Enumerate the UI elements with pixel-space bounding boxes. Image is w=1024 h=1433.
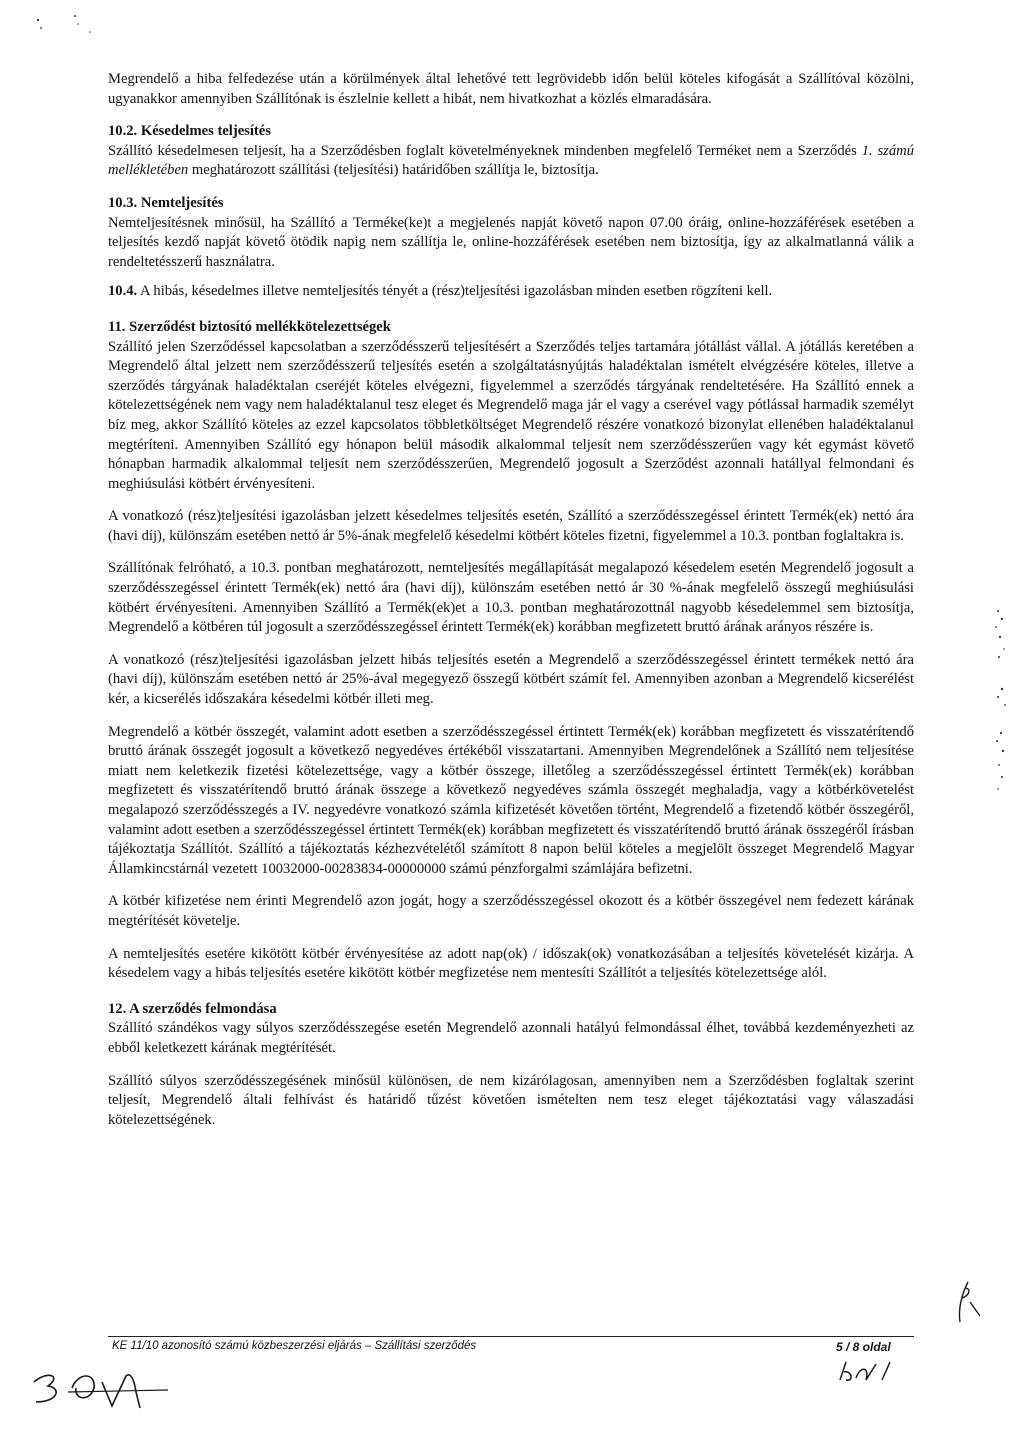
- section-10-4-text: A hibás, késedelmes illetve nemteljesítés tényét a (rész)teljesítési igazolásban minden esetben rögzíteni kell.: [140, 283, 773, 300]
- section-11-heading: [108, 318, 914, 338]
- section-12-first: [108, 1000, 914, 1059]
- section-10-3-number: 10.3.: [108, 194, 138, 211]
- document-body: [108, 70, 914, 1143]
- section-10-2-number: 10.2.: [108, 123, 138, 140]
- section-10-4-number: 10.4.: [108, 283, 138, 300]
- section-11-first: [108, 318, 914, 494]
- section-10-3-heading: [108, 194, 914, 214]
- section-12-heading: [108, 1000, 914, 1020]
- section-10-2-title: Késedelmes teljesítés: [140, 123, 271, 140]
- footer-page-number: 5 / 8 oldal: [836, 1340, 891, 1354]
- section-11-paragraph: A kötbér kifizetése nem érinti Megrendelő azon jogát, hogy a szerződésszegéssel okozott és a kötbér összegével nem fedezett kárának megtérítését követelje.: [108, 893, 914, 929]
- section-10-2-heading: [108, 122, 914, 142]
- margin-scan-noise: [990, 605, 1024, 805]
- section-12-title: A szerződés felmondása: [129, 1000, 277, 1017]
- section-10-4: [108, 282, 914, 302]
- section-11-paragraph: A vonatkozó (rész)teljesítési igazolásban jelzett késedelmes teljesítés esetén, Szállító a szerződésszegéssel érintett Termék(ek) nettó ára (havi díj), különszám esetében nettó ár 5%-ának megfelelő késedelmi kötbért köteles fizetni, figyelemmel a 10.3. pontban foglaltakra is.: [108, 508, 914, 544]
- section-12-paragraph: Szállító súlyos szerződésszegésének minősül különösen, de nem kizárólagosan, amennyiben nem a Szerződésben foglaltak szerint teljesít, Megrendelő általi felhívást és határidő tűzést követően ismételten nem tesz eleget tájékoztatási vagy válaszadási kötelezettségének.: [108, 1072, 914, 1128]
- section-11-paragraph: Megrendelő a kötbér összegét, valamint adott esetben a szerződésszegéssel értintett Termék(ek) korábban megfizetett és visszatérítendő bruttó árának összegét jogosult a következő negyedéves értékéből visszatartani. Amennyiben Megrendelőnek a Szállító nem teljesítése miatt nem keletkezik fizetési kötelezettsége, vagy a kötbér összege, illetőleg a szerződésszegéssel értintett Termék(ek) korábban megfizetett és visszatérítendő bruttó árának összege a következő negyedéves számla összegét meghaladja, vagy a kötbérkövetelést megalapozó szerződésszegés a IV. negyedévre vonatkozó számla kifizetését követően történt, Megrendelő a fizetendő kötbér összegéről, valamint adott esetben a szerződésszegéssel értintett Termék(ek) korábban megfizetett és visszatérítendő bruttó árának összegéről írásban tájékoztatja Szállítót. Szállító a tájékoztatás kézhezvételétől számított 8 napon belül köteles a megjelölt összeget Megrendelő Magyar Államkincstárnál vezetett 10032000-00283834-00000000 számú pénzforgalmi számlájára befizetni.: [108, 723, 914, 877]
- section-12-paragraph: Szállító szándékos vagy súlyos szerződésszegése esetén Megrendelő azonnali hatályú felmondással élhet, továbbá kezdeményezheti az ebből keletkezett kárának megtérítését.: [108, 1020, 914, 1056]
- section-10-3-text: Nemteljesítésnek minősül, ha Szállító a Terméke(ke)t a megjelenés napját követő napon 07.00 óráig, online-hozzáférések esetében a teljesítés kezdő napját követő ötödik napig nem szállítja le, online-hozzáférések esetében nem biztosítja, így az alkalmatlanná válik a rendeltetésszerű használatra.: [108, 214, 914, 270]
- section-11-paragraph: A vonatkozó (rész)teljesítési igazolásban jelzett hibás teljesítés esetén a Megrendelő a szerződésszegéssel érintett termékek nettó ára (havi díj), különszám esetében nettó ár 25%-ával megegyező összegű kötbért számít fel. Amennyiben azonban a Megrendelő kicserélést kér, a kicserélés időszakára késedelmi kötbér illeti meg.: [108, 651, 914, 708]
- section-11-number: 11.: [108, 318, 126, 335]
- section-11-paragraph: Szállítónak felróható, a 10.3. pontban meghatározott, nemteljesítés megállapítását megalapozó késedelem esetén Megrendelő jogosult a szerződésszegéssel érintett Termék(ek) nettó ára (havi díj), különszám esetében nettó ár 30 %-ának megfelelő összegű meghiúsulási kötbért érvényesíteni. Amennyiben Szállító a Termék(ek)et a 10.3. pontban meghatározottnál nagyobb késedelemmel sem biztosítja, Megrendelő a kötbéren túl jogosult a szerződésszegéssel érintett Termék(ek) korábban megfizetett bruttó árának arányos részére is.: [108, 560, 914, 636]
- section-10-2-text-after: meghatározott szállítási (teljesítési) határidőben szállítja le, biztosítja.: [188, 162, 599, 179]
- footer-divider: [108, 1336, 914, 1337]
- section-12-number: 12.: [108, 1000, 127, 1017]
- section-10-2-text-before: Szállító késedelmesen teljesít, ha a Szerződésben foglalt követelményeknek mindenben megfelelő Terméket nem a Szerződés: [108, 142, 862, 159]
- section-10-2-text-italic: 1. számú mellékletében: [108, 142, 914, 179]
- handwritten-signature: [28, 1362, 218, 1412]
- intro-paragraph: Megrendelő a hiba felfedezése után a körülmények által lehetővé tett legrövidebb időn belül köteles kifogását a Szállítóval közölni, ugyanakkor amennyiben Szállítónak is észlelnie kellett a hibát, nem hivatkozhat a közlés elmaradására.: [108, 71, 914, 107]
- section-11-paragraph: A nemteljesítés esetére kikötött kötbér érvényesítése az adott nap(ok) / időszak(ok) vonatkozásában a teljesítés követelését kizárja. A késedelem vagy a hibás teljesítés esetére kikötött kötbér megfizetése nem mentesíti Szállítót a teljesítés kötelezettsége alól.: [108, 945, 914, 982]
- scan-speck-mark: [30, 8, 100, 38]
- initials-signature-right: [950, 1278, 990, 1328]
- section-10-2: [108, 122, 914, 181]
- section-10-3-title: Nemteljesítés: [140, 194, 224, 211]
- footer-document-id: KE 11/10 azonosító számú közbeszerzési eljárás – Szállítási szerződés: [112, 1340, 477, 1352]
- handwritten-initials: [832, 1356, 912, 1386]
- section-11-paragraph: Szállító jelen Szerződéssel kapcsolatban a szerződésszerű teljesítésért a Szerződés teljes tartamára jótállást vállal. A jótállás keretében a Megrendelő által jelzett nem szerződésszerű teljesítés esetén a szolgáltatásnyújtás haladéktalan ismételt elvégzésére köteles, illetve a szerződés tárgyának haladéktalan cseréjét köteles elvégezni, figyelemmel a szerződés tárgyának rendeltetésére. Ha Szállító ennek a kötelezettségének nem vagy nem haladéktalanul tesz eleget és Megrendelő maga jár el vagy a cserével vagy pótlással harmadik személyt bíz meg, akkor Szállító köteles az ezzel kapcsolatos többletköltséget Megrendelő részére vonatkozó bizonylat ellenében haladéktalanul megtéríteni. Amennyiben Szállító egy hónapon belül második alkalommal teljesít nem szerződésszerűen vagy két egymást követő hónapban harmadik alkalommal teljesít nem szerződésszerűen, Megrendelő jogosult a Szerződést azonnali hatállyal felmondani és meghiúsulási kötbért érvényesíteni.: [108, 338, 914, 492]
- section-10-3: [108, 194, 914, 272]
- section-11-title: Szerződést biztosító mellékkötelezettségek: [129, 318, 391, 335]
